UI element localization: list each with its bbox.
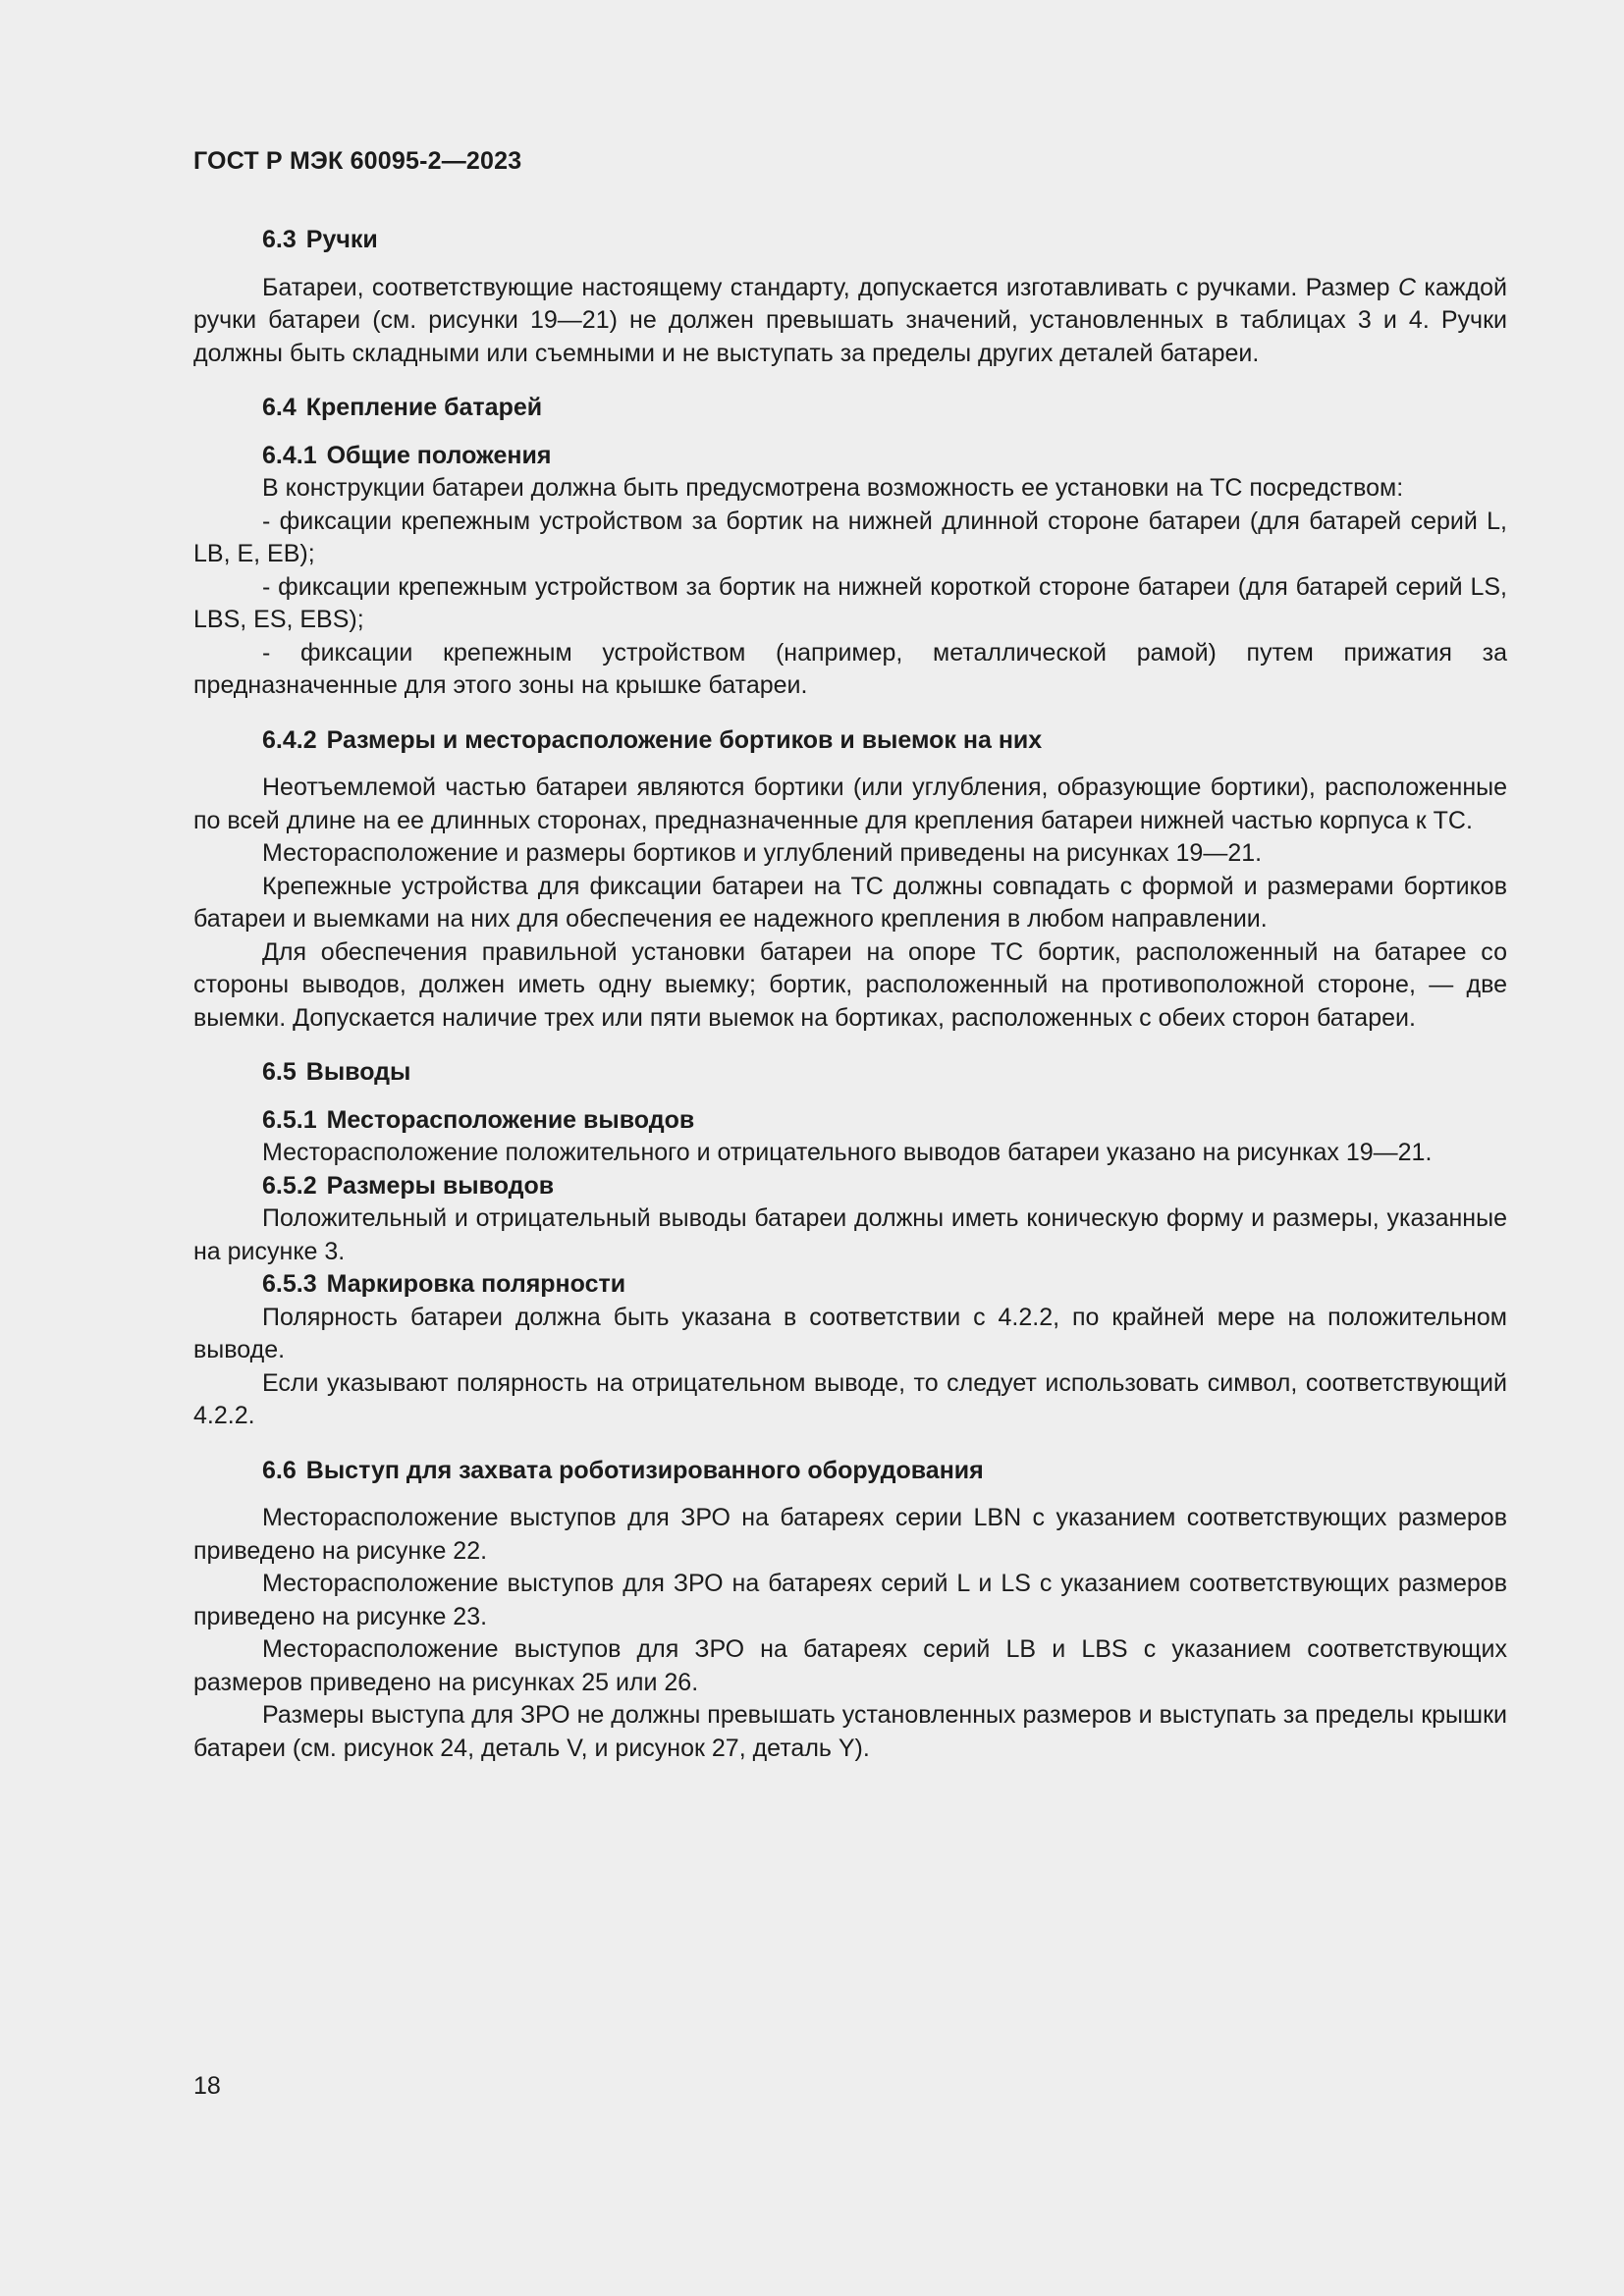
heading-number: 6.3 [262,226,297,253]
heading-6-5-3 [193,1268,1507,1302]
heading-number: 6.6 [262,1456,297,1484]
paragraph-6-5-3-2: Если указывают полярность на отрицательном выводе, то следует использовать символ, соответствующий 4.2.2. [193,1368,1507,1429]
heading-6-4-2 [193,724,1507,758]
paragraph-6-6-3: Месторасположение выступов для ЗРО на батареях серий LB и LBS с указанием соответствующих размеров приведено на рисунках 25 или 26. [193,1635,1507,1696]
paragraph-6-5-3-1: Полярность батареи должна быть указана в соответствии с 4.2.2, по крайней мере на положительном выводе. [193,1303,1507,1363]
heading-number: 6.5.1 [262,1105,317,1134]
paragraph-6-6-1: Месторасположение выступов для ЗРО на батареях серии LBN с указанием соответствующих размеров приведено на рисунке 22. [193,1504,1507,1565]
list-item: - фиксации крепежным устройством за бортик на нижней короткой стороне батареи (для батарей серий LS, LBS, ES, EBS); [193,572,1507,633]
heading-title: Выводы [305,1058,411,1086]
document-body [193,224,1507,1765]
list-item: - фиксации крепежным устройством (например, металлической рамой) путем прижатия за предназначенные для этого зоны на крышке батареи. [193,638,1507,699]
italic-symbol: C [1397,273,1417,301]
paragraph-6-6-2: Месторасположение выступов для ЗРО на батареях серий L и LS с указанием соответствующих размеров приведено на рисунке 23. [193,1570,1507,1630]
paragraph-6-4-2-4: Для обеспечения правильной установки батареи на опоре ТС бортик, расположенный на батарее со стороны выводов, должен иметь одну выемку; бортик, расположенный на противоположной стороне, — две выемки. Допускается наличие трех или пяти выемок на бортиках, расположенных с обеих сторон батареи. [193,937,1507,1032]
heading-number: 6.4 [262,394,297,421]
heading-title: Размеры и месторасположение бортиков и выемок на них [326,725,1043,754]
paragraph-6-4-2-2: Месторасположение и размеры бортиков и углублений приведены на рисунках 19—21. [262,839,1263,867]
page-number: 18 [193,2072,221,2100]
heading-6-4 [193,392,1507,425]
heading-number: 6.4.2 [262,725,317,754]
heading-title: Ручки [305,226,378,253]
heading-6-5-2 [193,1170,1507,1203]
heading-number: 6.5.2 [262,1171,317,1200]
heading-number: 6.4.1 [262,441,317,469]
heading-title: Размеры выводов [326,1171,555,1200]
heading-6-5-1 [193,1104,1507,1138]
document-header-id: ГОСТ Р МЭК 60095-2—2023 [193,147,522,175]
heading-title: Крепление батарей [305,394,543,421]
heading-6-6 [193,1455,1507,1488]
paragraph-6-5-2-1: Положительный и отрицательный выводы батареи должны иметь коническую форму и размеры, указанные на рисунке 3. [193,1204,1507,1265]
heading-6-3 [193,224,1507,257]
heading-title: Выступ для захвата роботизированного оборудования [305,1456,984,1484]
heading-number: 6.5 [262,1058,297,1086]
text-run: Батареи, соответствующие настоящему стандарту, допускается изготавливать с ручками. Размер [262,273,1398,301]
paragraph-6-4-2-3: Крепежные устройства для фиксации батареи на ТС должны совпадать с формой и размерами бортиков батареи и выемками на них для обеспечения ее надежного крепления в любом направлении. [193,872,1507,933]
list-item: - фиксации крепежным устройством за бортик на нижней длинной стороне батареи (для батарей серий L, LB, E, EB); [193,507,1507,567]
heading-number: 6.5.3 [262,1270,317,1298]
document-page [193,0,1507,2296]
paragraph-6-4-2-1: Неотъемлемой частью батареи являются бортики (или углубления, образующие бортики), расположенные по всей длине на ее длинных сторонах, предназначенные для крепления батареи нижней частью корпуса к ТС. [193,774,1507,834]
paragraph-6-6-4: Размеры выступа для ЗРО не должны превышать установленных размеров и выступать за пределы крышки батареи (см. рисунок 24, деталь V, и рисунок 27, деталь Y). [193,1701,1507,1762]
heading-title: Маркировка полярности [326,1270,626,1298]
heading-6-5 [193,1056,1507,1090]
heading-title: Месторасположение выводов [326,1105,695,1134]
text-run: каждой ручки батареи (см. рисунки 19—21) не должен превышать значений, установленных в таблицах 3 и 4. Ручки должны быть складными или съемными и не выступать за пределы других деталей батареи. [193,273,1507,367]
heading-title: Общие положения [326,441,552,469]
paragraph-6-4-1-1: В конструкции батареи должна быть предусмотрена возможность ее установки на ТС посредством: [262,474,1404,502]
heading-6-4-1 [193,440,1507,473]
paragraph-6-5-1-1: Месторасположение положительного и отрицательного выводов батареи указано на рисунках 19—21. [262,1139,1433,1166]
paragraph-6-3-1 [193,272,1507,371]
